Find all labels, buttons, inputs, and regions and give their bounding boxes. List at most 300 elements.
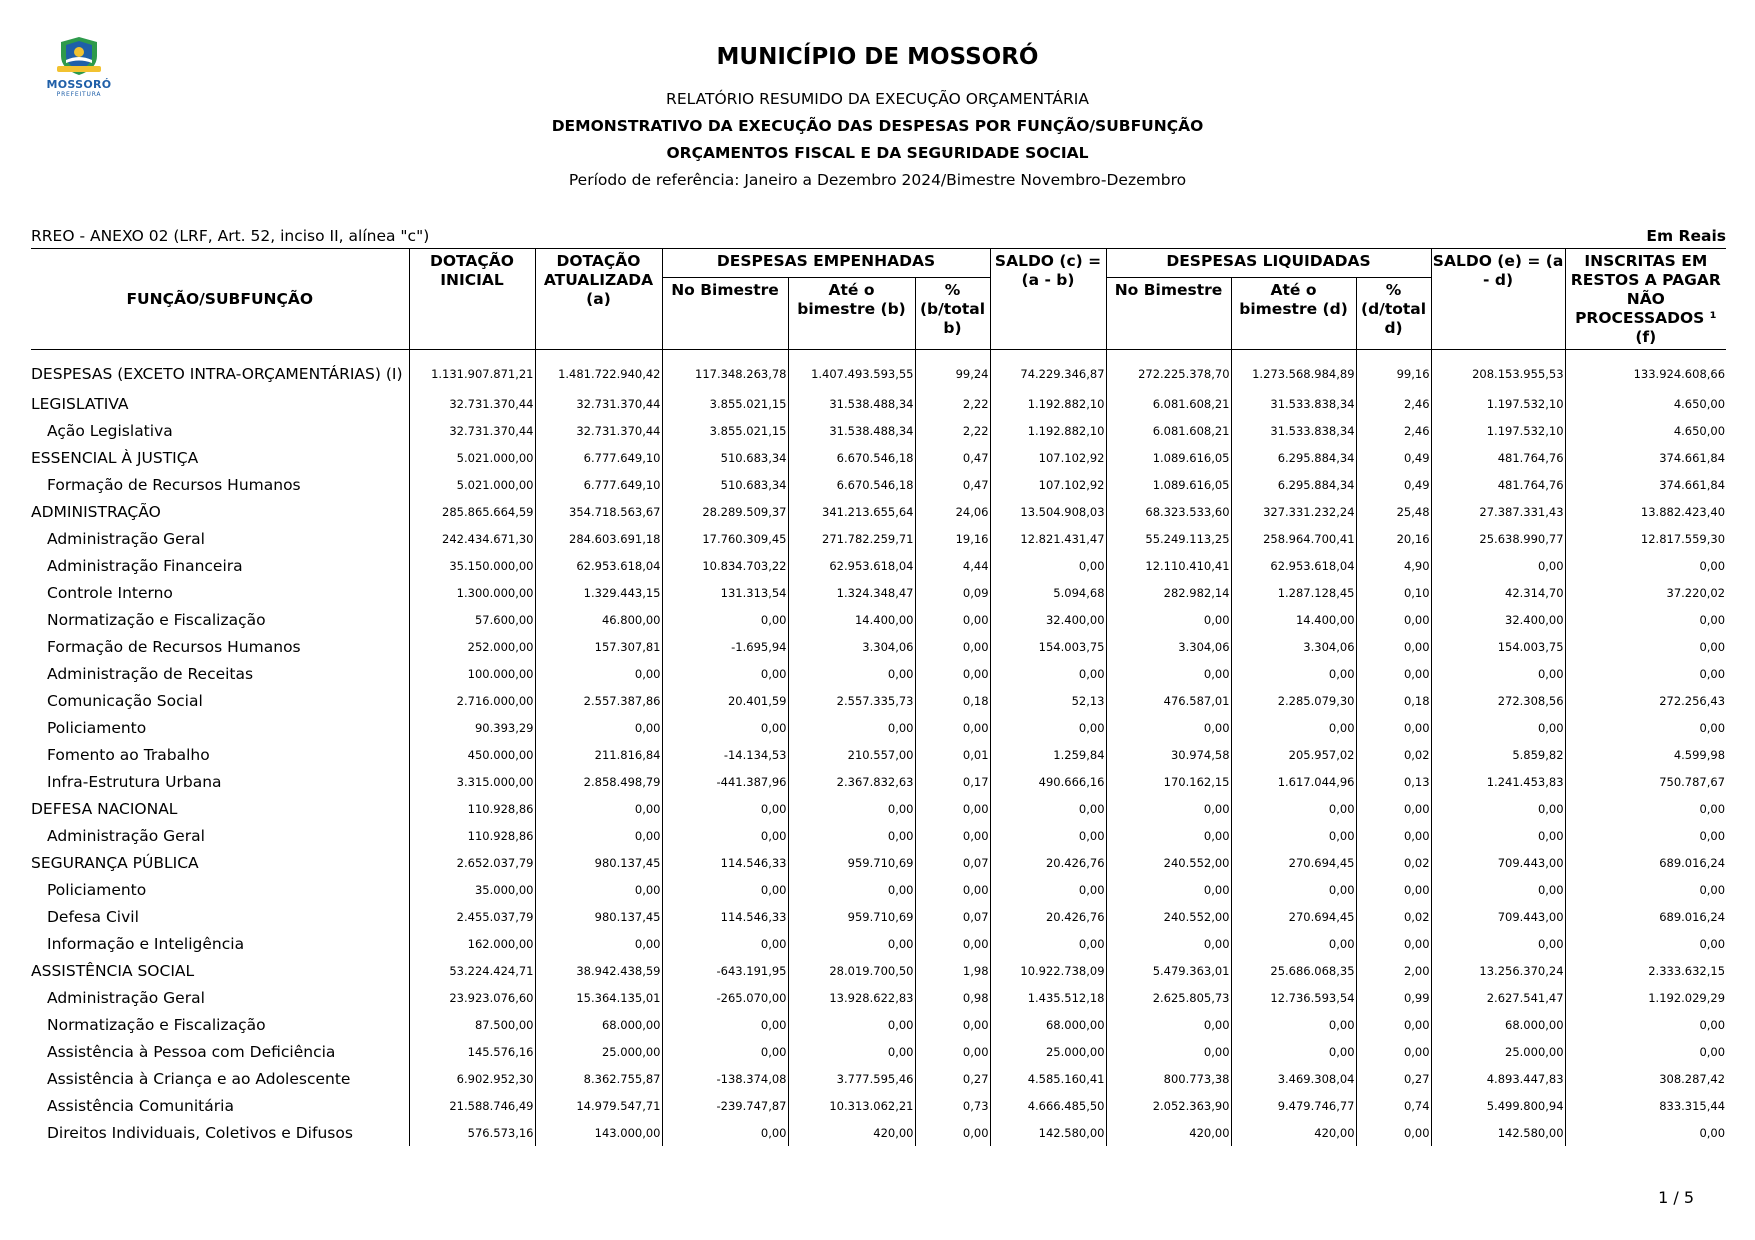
- subfunction-row: [31, 876, 1726, 903]
- cell-value: 270.694,45: [1231, 849, 1356, 876]
- cell-value: 0,02: [1356, 741, 1431, 768]
- cell-value: 0,00: [1106, 660, 1231, 687]
- cell-value: 270.694,45: [1231, 903, 1356, 930]
- cell-value: 490.666,16: [990, 768, 1106, 795]
- cell-value: 1.435.512,18: [990, 984, 1106, 1011]
- cell-value: 0,18: [1356, 687, 1431, 714]
- cell-value: 0,00: [1106, 1038, 1231, 1065]
- cell-value: 110.928,86: [409, 822, 535, 849]
- cell-value: 68.000,00: [535, 1011, 662, 1038]
- row-label: Administração de Receitas: [31, 660, 409, 687]
- cell-value: 0,00: [915, 822, 990, 849]
- cell-value: 208.153.955,53: [1431, 358, 1565, 390]
- cell-value: 2,22: [915, 390, 990, 417]
- cell-value: 0,00: [662, 1038, 788, 1065]
- subfunction-row: [31, 687, 1726, 714]
- cell-value: 0,00: [1699, 639, 1726, 654]
- cell-value: 35.000,00: [409, 876, 535, 903]
- cell-value: 0,00: [1231, 822, 1356, 849]
- cell-value: 0,49: [1356, 444, 1431, 471]
- cell-value: 0,00: [788, 930, 915, 957]
- cell-value: 0,99: [1356, 984, 1431, 1011]
- cell-value: 1.617.044,96: [1231, 768, 1356, 795]
- cell-value: 13.882.423,40: [1640, 504, 1726, 519]
- cell-value: 1.192.882,10: [990, 390, 1106, 417]
- cell-value: 131.313,54: [662, 579, 788, 606]
- cell-value: 240.552,00: [1106, 849, 1231, 876]
- cell-value: 62.953.618,04: [1231, 552, 1356, 579]
- col-header-emp-pct: % (b/total b): [915, 277, 990, 349]
- cell-value: 31.533.838,34: [1231, 417, 1356, 444]
- cell-value: 959.710,69: [788, 903, 915, 930]
- cell-value: 0,18: [915, 687, 990, 714]
- cell-value: 25.686.068,35: [1231, 957, 1356, 984]
- cell-value: 0,00: [1699, 1044, 1726, 1059]
- row-label: Fomento ao Trabalho: [31, 741, 409, 768]
- subfunction-row: [31, 1065, 1726, 1092]
- cell-value: 6.777.649,10: [535, 444, 662, 471]
- cell-value: 0,00: [915, 660, 990, 687]
- cell-value: 6.670.546,18: [788, 471, 915, 498]
- cell-value: 13.928.622,83: [788, 984, 915, 1011]
- function-row: [31, 358, 1726, 390]
- subfunction-row: [31, 1038, 1726, 1065]
- cell-value: 68.000,00: [990, 1011, 1106, 1038]
- cell-value: 0,00: [915, 1119, 990, 1146]
- cell-value: 10.834.703,22: [662, 552, 788, 579]
- col-header-emp-ate-bimestre: Até o bimestre (b): [788, 277, 915, 349]
- cell-value: 0,00: [1699, 666, 1726, 681]
- cell-value: 142.580,00: [1431, 1119, 1565, 1146]
- cell-value: 32.731.370,44: [535, 390, 662, 417]
- cell-value: 242.434.671,30: [409, 525, 535, 552]
- cell-value: 0,00: [1431, 795, 1565, 822]
- cell-value: 0,00: [1431, 714, 1565, 741]
- subfunction-row: [31, 1092, 1726, 1119]
- cell-value: 240.552,00: [1106, 903, 1231, 930]
- page-number: 1 / 5: [1658, 1188, 1694, 1207]
- cell-value: 0,00: [1231, 1011, 1356, 1038]
- cell-value: 17.760.309,45: [662, 525, 788, 552]
- cell-value: 0,00: [1699, 1125, 1726, 1140]
- cell-value: 1.329.443,15: [535, 579, 662, 606]
- cell-value: 0,00: [662, 606, 788, 633]
- cell-value: 114.546,33: [662, 849, 788, 876]
- cell-value: 0,00: [1356, 633, 1431, 660]
- row-label: Controle Interno: [31, 579, 409, 606]
- row-label: Informação e Inteligência: [31, 930, 409, 957]
- cell-value: 0,00: [990, 930, 1106, 957]
- row-label: LEGISLATIVA: [31, 390, 409, 417]
- row-label: Normatização e Fiscalização: [31, 606, 409, 633]
- cell-value: 0,00: [1356, 822, 1431, 849]
- cell-value: 0,00: [662, 1119, 788, 1146]
- cell-value: 14.979.547,71: [535, 1092, 662, 1119]
- report-subtitle-3: ORÇAMENTOS FISCAL E DA SEGURIDADE SOCIAL: [666, 144, 1089, 162]
- cell-value: 0,00: [662, 1011, 788, 1038]
- function-row: [31, 849, 1726, 876]
- cell-value: 154.003,75: [990, 633, 1106, 660]
- expense-table: [31, 248, 1726, 1146]
- cell-value: 12.817.559,30: [1640, 531, 1726, 546]
- cell-value: 476.587,01: [1106, 687, 1231, 714]
- cell-value: 2.367.832,63: [788, 768, 915, 795]
- cell-value: 0,00: [1699, 612, 1726, 627]
- cell-value: 0,00: [1356, 1119, 1431, 1146]
- cell-value: 2,22: [915, 417, 990, 444]
- cell-value: 30.974,58: [1106, 741, 1231, 768]
- row-label: DEFESA NACIONAL: [31, 795, 409, 822]
- function-row: [31, 795, 1726, 822]
- cell-value: 2,46: [1356, 417, 1431, 444]
- cell-value: 2.455.037,79: [409, 903, 535, 930]
- cell-value: 210.557,00: [788, 741, 915, 768]
- cell-value: 959.710,69: [788, 849, 915, 876]
- row-label: DESPESAS (EXCETO INTRA-ORÇAMENTÁRIAS) (I): [31, 358, 409, 390]
- col-header-dotacao-inicial: DOTAÇÃO INICIAL: [409, 249, 535, 350]
- cell-value: 5.859,82: [1431, 741, 1565, 768]
- cell-value: 31.533.838,34: [1231, 390, 1356, 417]
- cell-value: 0,00: [788, 876, 915, 903]
- cell-value: 0,00: [1431, 930, 1565, 957]
- cell-value: 0,27: [1356, 1065, 1431, 1092]
- cell-value: 258.964.700,41: [1231, 525, 1356, 552]
- cell-value: 0,00: [788, 795, 915, 822]
- cell-value: 2.557.387,86: [535, 687, 662, 714]
- cell-value: 1.481.722.940,42: [535, 358, 662, 390]
- subfunction-row: [31, 606, 1726, 633]
- cell-value: -239.747,87: [662, 1092, 788, 1119]
- cell-value: 3.304,06: [1231, 633, 1356, 660]
- cell-value: 481.764,76: [1431, 471, 1565, 498]
- subfunction-row: [31, 903, 1726, 930]
- cell-value: 10.313.062,21: [788, 1092, 915, 1119]
- cell-value: 0,49: [1356, 471, 1431, 498]
- cell-value: 0,00: [1106, 1011, 1231, 1038]
- cell-value: 1.273.568.984,89: [1231, 358, 1356, 390]
- cell-value: 510.683,34: [662, 444, 788, 471]
- cell-value: 0,00: [1699, 882, 1726, 897]
- row-label: ASSISTÊNCIA SOCIAL: [31, 957, 409, 984]
- row-label: Administração Financeira: [31, 552, 409, 579]
- cell-value: 4,44: [915, 552, 990, 579]
- cell-value: 0,00: [535, 660, 662, 687]
- cell-value: 0,09: [915, 579, 990, 606]
- cell-value: 0,00: [788, 822, 915, 849]
- row-label: Formação de Recursos Humanos: [31, 633, 409, 660]
- cell-value: 0,00: [1699, 801, 1726, 816]
- cell-value: 28.289.509,37: [662, 498, 788, 525]
- cell-value: 0,01: [915, 741, 990, 768]
- cell-value: 143.000,00: [535, 1119, 662, 1146]
- logo-subtitle: PREFEITURA: [56, 91, 102, 98]
- cell-value: 24,06: [915, 498, 990, 525]
- function-row: [31, 390, 1726, 417]
- cell-value: 68.323.533,60: [1106, 498, 1231, 525]
- cell-value: 32.400,00: [1431, 606, 1565, 633]
- cell-value: 709.443,00: [1431, 903, 1565, 930]
- cell-value: 162.000,00: [409, 930, 535, 957]
- cell-value: 157.307,81: [535, 633, 662, 660]
- cell-value: 6.670.546,18: [788, 444, 915, 471]
- row-label: Assistência Comunitária: [31, 1092, 409, 1119]
- cell-value: 272.225.378,70: [1106, 358, 1231, 390]
- col-header-saldo-e: SALDO (e) = (a - d): [1431, 249, 1565, 350]
- cell-value: 32.731.370,44: [409, 417, 535, 444]
- cell-value: 3.304,06: [788, 633, 915, 660]
- cell-value: 0,00: [1231, 660, 1356, 687]
- cell-value: 20.426,76: [990, 849, 1106, 876]
- subfunction-row: [31, 1119, 1726, 1146]
- cell-value: 1.241.453,83: [1431, 768, 1565, 795]
- cell-value: 1.287.128,45: [1231, 579, 1356, 606]
- cell-value: 170.162,15: [1106, 768, 1231, 795]
- cell-value: 308.287,42: [1659, 1071, 1726, 1086]
- report-subtitle-2: DEMONSTRATIVO DA EXECUÇÃO DAS DESPESAS POR FUNÇÃO/SUBFUNÇÃO: [551, 117, 1204, 135]
- function-row: [31, 498, 1726, 525]
- cell-value: 0,00: [990, 714, 1106, 741]
- subfunction-row: [31, 579, 1726, 606]
- cell-value: 689.016,24: [1659, 909, 1726, 924]
- cell-value: 4.893.447,83: [1431, 1065, 1565, 1092]
- cell-value: 0,00: [990, 822, 1106, 849]
- cell-value: 1.089.616,05: [1106, 444, 1231, 471]
- cell-value: 6.777.649,10: [535, 471, 662, 498]
- row-label: Ação Legislativa: [31, 417, 409, 444]
- cell-value: 20.426,76: [990, 903, 1106, 930]
- cell-value: 0,00: [915, 876, 990, 903]
- cell-value: 0,00: [915, 1011, 990, 1038]
- cell-value: 25.000,00: [1431, 1038, 1565, 1065]
- row-label: Normatização e Fiscalização: [31, 1011, 409, 1038]
- cell-value: 0,00: [788, 1038, 915, 1065]
- subfunction-row: [31, 417, 1726, 444]
- cell-value: 1,98: [915, 957, 990, 984]
- cell-value: 0,00: [535, 930, 662, 957]
- cell-value: 0,17: [915, 768, 990, 795]
- cell-value: 62.953.618,04: [788, 552, 915, 579]
- row-label: Policiamento: [31, 876, 409, 903]
- cell-value: 2.052.363,90: [1106, 1092, 1231, 1119]
- cell-value: 10.922.738,09: [990, 957, 1106, 984]
- col-header-liq-ate-bimestre: Até o bimestre (d): [1231, 277, 1356, 349]
- cell-value: 13.256.370,24: [1431, 957, 1565, 984]
- cell-value: 110.928,86: [409, 795, 535, 822]
- report-subtitle-1: RELATÓRIO RESUMIDO DA EXECUÇÃO ORÇAMENTÁRIA: [666, 90, 1089, 108]
- col-header-liq-no-bimestre: No Bimestre: [1106, 277, 1231, 349]
- row-label: ADMINISTRAÇÃO: [31, 498, 409, 525]
- cell-value: 2,00: [1356, 957, 1431, 984]
- cell-value: 252.000,00: [409, 633, 535, 660]
- cell-value: 114.546,33: [662, 903, 788, 930]
- cell-value: 0,27: [915, 1065, 990, 1092]
- cell-value: 55.249.113,25: [1106, 525, 1231, 552]
- cell-value: 2.627.541,47: [1431, 984, 1565, 1011]
- cell-value: -1.695,94: [662, 633, 788, 660]
- cell-value: 0,00: [1431, 822, 1565, 849]
- cell-value: 2.285.079,30: [1231, 687, 1356, 714]
- cell-value: 5.094,68: [990, 579, 1106, 606]
- cell-value: 142.580,00: [990, 1119, 1106, 1146]
- row-label: Administração Geral: [31, 822, 409, 849]
- cell-value: 57.600,00: [409, 606, 535, 633]
- cell-value: -265.070,00: [662, 984, 788, 1011]
- cell-value: 0,00: [915, 714, 990, 741]
- cell-value: 0,00: [535, 876, 662, 903]
- cell-value: 19,16: [915, 525, 990, 552]
- cell-value: 341.213.655,64: [788, 498, 915, 525]
- cell-value: 2.652.037,79: [409, 849, 535, 876]
- cell-value: 6.295.884,34: [1231, 471, 1356, 498]
- row-label: Comunicação Social: [31, 687, 409, 714]
- cell-value: 420,00: [788, 1119, 915, 1146]
- cell-value: 0,00: [1356, 876, 1431, 903]
- cell-value: 4.666.485,50: [990, 1092, 1106, 1119]
- cell-value: 271.782.259,71: [788, 525, 915, 552]
- cell-value: 0,74: [1356, 1092, 1431, 1119]
- row-label: Infra-Estrutura Urbana: [31, 768, 409, 795]
- cell-value: 68.000,00: [1431, 1011, 1565, 1038]
- cell-value: 32.731.370,44: [535, 417, 662, 444]
- row-label: Assistência à Criança e ao Adolescente: [31, 1065, 409, 1092]
- row-label: Administração Geral: [31, 525, 409, 552]
- cell-value: 2.858.498,79: [535, 768, 662, 795]
- col-header-emp-no-bimestre: No Bimestre: [662, 277, 788, 349]
- cell-value: 14.400,00: [1231, 606, 1356, 633]
- col-header-saldo-c: SALDO (c) = (a - b): [990, 249, 1106, 350]
- cell-value: 0,00: [1106, 876, 1231, 903]
- cell-value: 46.800,00: [535, 606, 662, 633]
- cell-value: 0,00: [1699, 828, 1726, 843]
- cell-value: 272.256,43: [1659, 693, 1726, 708]
- col-header-liq-pct: % (d/total d): [1356, 277, 1431, 349]
- cell-value: 0,00: [1231, 876, 1356, 903]
- row-label: Assistência à Pessoa com Deficiência: [31, 1038, 409, 1065]
- cell-value: 1.192.029,29: [1648, 990, 1726, 1005]
- subfunction-row: [31, 1011, 1726, 1038]
- cell-value: 0,00: [788, 1011, 915, 1038]
- cell-value: 154.003,75: [1431, 633, 1565, 660]
- reference-period: Período de referência: Janeiro a Dezembro 2024/Bimestre Novembro-Dezembro: [568, 171, 1187, 189]
- row-label: Formação de Recursos Humanos: [31, 471, 409, 498]
- cell-value: 31.538.488,34: [788, 417, 915, 444]
- cell-value: 0,00: [915, 930, 990, 957]
- cell-value: 0,00: [1106, 930, 1231, 957]
- cell-value: 3.855.021,15: [662, 390, 788, 417]
- cell-value: -441.387,96: [662, 768, 788, 795]
- cell-value: -643.191,95: [662, 957, 788, 984]
- cell-value: 0,73: [915, 1092, 990, 1119]
- annex-reference: RREO - ANEXO 02 (LRF, Art. 52, inciso II, alínea "c"): [31, 227, 430, 245]
- cell-value: 2.333.632,15: [1648, 963, 1726, 978]
- cell-value: 100.000,00: [409, 660, 535, 687]
- subfunction-row: [31, 552, 1726, 579]
- cell-value: 20,16: [1356, 525, 1431, 552]
- cell-value: 0,00: [662, 795, 788, 822]
- cell-value: 0,00: [535, 795, 662, 822]
- cell-value: 0,00: [662, 660, 788, 687]
- col-header-inscritas: INSCRITAS EM RESTOS A PAGAR NÃO PROCESSADOS ¹ (f): [1565, 249, 1726, 350]
- cell-value: 0,00: [1106, 606, 1231, 633]
- cell-value: -14.134,53: [662, 741, 788, 768]
- cell-value: 25.000,00: [990, 1038, 1106, 1065]
- cell-value: 12.821.431,47: [990, 525, 1106, 552]
- cell-value: 4.585.160,41: [990, 1065, 1106, 1092]
- cell-value: 0,00: [1231, 930, 1356, 957]
- cell-value: 6.081.608,21: [1106, 417, 1231, 444]
- cell-value: 32.400,00: [990, 606, 1106, 633]
- cell-value: 6.081.608,21: [1106, 390, 1231, 417]
- cell-value: 0,00: [535, 822, 662, 849]
- cell-value: 0,00: [915, 606, 990, 633]
- cell-value: 0,00: [1356, 795, 1431, 822]
- subfunction-row: [31, 525, 1726, 552]
- cell-value: 0,07: [915, 903, 990, 930]
- cell-value: 52,13: [990, 687, 1106, 714]
- report-title: MUNICÍPIO DE MOSSORÓ: [716, 44, 1039, 70]
- cell-value: 3.855.021,15: [662, 417, 788, 444]
- cell-value: 0,00: [1356, 714, 1431, 741]
- subfunction-row: [31, 660, 1726, 687]
- cell-value: 21.588.746,49: [409, 1092, 535, 1119]
- subfunction-row: [31, 768, 1726, 795]
- row-label: SEGURANÇA PÚBLICA: [31, 849, 409, 876]
- cell-value: 211.816,84: [535, 741, 662, 768]
- cell-value: 4.650,00: [1673, 423, 1726, 438]
- cell-value: 833.315,44: [1659, 1098, 1726, 1113]
- subfunction-row: [31, 930, 1726, 957]
- cell-value: 5.021.000,00: [409, 444, 535, 471]
- cell-value: 0,10: [1356, 579, 1431, 606]
- cell-value: 689.016,24: [1659, 855, 1726, 870]
- cell-value: 0,00: [1106, 822, 1231, 849]
- cell-value: 1.197.532,10: [1431, 417, 1565, 444]
- cell-value: 27.387.331,43: [1431, 498, 1565, 525]
- cell-value: 450.000,00: [409, 741, 535, 768]
- cell-value: 282.982,14: [1106, 579, 1231, 606]
- cell-value: 23.923.076,60: [409, 984, 535, 1011]
- cell-value: 0,00: [1356, 660, 1431, 687]
- cell-value: 6.902.952,30: [409, 1065, 535, 1092]
- cell-value: 145.576,16: [409, 1038, 535, 1065]
- currency-unit: Em Reais: [1646, 227, 1726, 245]
- cell-value: 2,46: [1356, 390, 1431, 417]
- cell-value: 25.638.990,77: [1431, 525, 1565, 552]
- cell-value: 327.331.232,24: [1231, 498, 1356, 525]
- cell-value: 38.942.438,59: [535, 957, 662, 984]
- cell-value: 62.953.618,04: [535, 552, 662, 579]
- cell-value: 15.364.135,01: [535, 984, 662, 1011]
- cell-value: 0,00: [1356, 1038, 1431, 1065]
- cell-value: 0,02: [1356, 903, 1431, 930]
- cell-value: 0,00: [1106, 714, 1231, 741]
- cell-value: 8.362.755,87: [535, 1065, 662, 1092]
- cell-value: 28.019.700,50: [788, 957, 915, 984]
- cell-value: 0,00: [1699, 720, 1726, 735]
- cell-value: -138.374,08: [662, 1065, 788, 1092]
- cell-value: 1.192.882,10: [990, 417, 1106, 444]
- cell-value: 0,00: [1356, 1011, 1431, 1038]
- cell-value: 1.089.616,05: [1106, 471, 1231, 498]
- cell-value: 99,24: [915, 358, 990, 390]
- cell-value: 1.407.493.593,55: [788, 358, 915, 390]
- cell-value: 117.348.263,78: [662, 358, 788, 390]
- cell-value: 20.401,59: [662, 687, 788, 714]
- cell-value: 87.500,00: [409, 1011, 535, 1038]
- cell-value: 1.197.532,10: [1431, 390, 1565, 417]
- cell-value: 980.137,45: [535, 903, 662, 930]
- cell-value: 0,00: [662, 822, 788, 849]
